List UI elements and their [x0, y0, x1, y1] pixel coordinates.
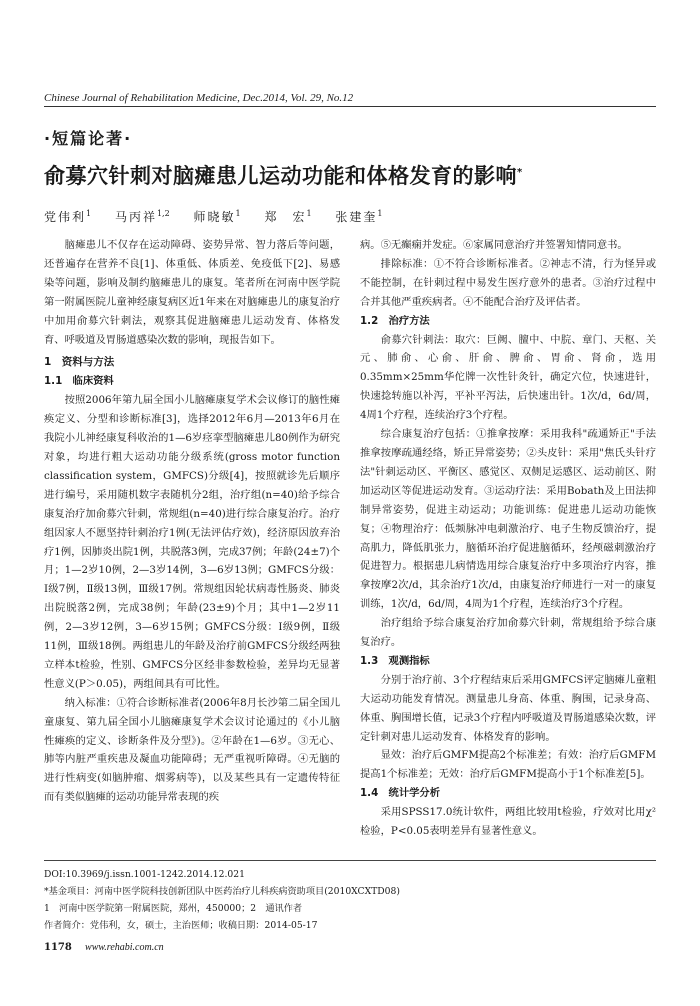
- group-treatment-paragraph: 治疗组给予综合康复治疗加俞募穴针刺，常规组给予综合康复治疗。: [360, 617, 656, 649]
- author-list: [44, 208, 656, 225]
- comprehensive-rehab-paragraph: 综合康复治疗包括：①推拿按摩：采用我科"疏通矫正"手法推拿按摩疏通经络，矫正异常姿势；②头皮针：采用"焦氏头针疗法"针刺运动区、平衡区、感觉区、双侧足运感区、运动前区、附加运动区等促进运动发育。③运动疗法：采用Bobath及上田法抑制异常姿势，促进主动运动；功能训练：促进患儿运动功能恢复；④物理治疗：低频脉冲电刺激治疗、电子生物反馈治疗，提高肌力，降低肌张力，脑循环治疗促进脑循环，经颅磁刺激治疗促进智力。根据患儿病情选用综合康复治疗中多项治疗内容，推拿按摩2次/d，其余治疗1次/d，由康复治疗师进行一对一的康复训练，1次/d，6d/周，4周为1个疗程，连续治疗3个疗程。: [360, 428, 656, 611]
- exclusion-criteria-paragraph: 排除标准：①不符合诊断标准者。②神志不清，行为怪异或不能控制，在针刺过程中易发生医疗意外的患者。③治疗过程中合并其他严重疾病者。④不能配合治疗及评估者。: [360, 257, 656, 308]
- page-number: 1178: [44, 942, 72, 953]
- inclusion-criteria-paragraph: 纳入标准：①符合诊断标准者(2006年8月长沙第二届全国儿童康复、第九届全国小儿脑瘫康复学术会议讨论通过的《小儿脑性瘫痪的定义、诊断条件及分型》)。②年龄在1—6岁。③无心、肺等内脏严重疾患及凝血功能障碍；无严重视听障碍。④无脑的进行性病变(如脑肿瘤、烟雾病等)，以及某些具有一定遗传特征而有类似脑瘫的运动功能异常表现的疾: [44, 696, 340, 804]
- heading-treatment: 1.2 治疗方法: [360, 314, 430, 327]
- observation-paragraph: 分别于治疗前、3个疗程结束后采用GMFCS评定脑瘫儿童粗大运动功能发育情况。测量患儿身高、体重、胸围，记录身高、体重、胸围增长值，记录3个疗程内呼吸道及胃肠道感染次数，评定针刺对患儿运动发育、体格发育的影响。: [360, 673, 656, 743]
- author-name: 党伟利: [44, 210, 87, 224]
- footnotes: [44, 866, 656, 934]
- title-footnote-mark: *: [517, 167, 523, 178]
- author-name: 马丙祥: [114, 210, 157, 224]
- affiliation-line: 1 河南中医学院第一附属医院，郑州，450000；2 通讯作者: [44, 903, 303, 914]
- author-info-line: 作者简介：党伟利，女，硕士，主治医师；收稿日期：2014-05-17: [44, 920, 318, 931]
- author-name: 郑 宏: [264, 210, 307, 224]
- author-affiliation: 1: [377, 209, 383, 218]
- author: [264, 210, 311, 224]
- right-column: [360, 236, 656, 850]
- author: [115, 210, 170, 224]
- header-rule: [44, 106, 656, 107]
- author-affiliation: 1: [306, 209, 312, 218]
- title-text: 俞募穴针刺对脑瘫患儿运动功能和体格发育的影响: [44, 164, 517, 188]
- clinical-data-paragraph: 按照2006年第九届全国小儿脑瘫康复学术会议修订的脑性瘫痪定义、分型和诊断标准[3]，选择2012年6月—2013年6月在我院小儿神经康复科收治的1—6岁痉挛型脑瘫患儿80例作为研究对象，均进行粗大运动功能分级系统(gross motor function classification system，GMFCS)分级[4]，按照就诊先后顺序进行编号，采用随机数字表随机分2组，治疗组(n=40)给予综合康复治疗加俞募穴针刺，常规组(n=40)进行综合康复治疗。治疗组因家人不愿坚持针刺治疗1例(无法评估疗效)，经济原因放弃治疗1例，因肺炎出院1例，共脱落3例，完成37例；年龄(24±7)个月；1—2岁10例，2—3岁14例，3—6岁13例；GMFCS分级：Ⅰ级7例，Ⅱ级13例，Ⅲ级17例。常规组因轮状病毒性肠炎、肺炎出院脱落2例，完成38例；年龄(23±9)个月；其中1—2岁11例，2—3岁12例，3—6岁15例；GMFCS分级：Ⅰ级9例，Ⅱ级11例，Ⅲ级18例。两组患儿的年龄及治疗前GMFCS分级经两独立样本t检验，性别、GMFCS分区经非参数检验，差异均无显著性意义(P＞0.05)，两组间具有可比性。: [44, 394, 340, 690]
- heading-observation: 1.3 观测指标: [360, 654, 430, 667]
- author: [44, 210, 91, 224]
- author-affiliation: 1: [86, 209, 92, 218]
- left-column: [44, 236, 340, 850]
- journal-website: www.rehabi.com.cn: [85, 942, 164, 953]
- author-affiliation: 1,2: [156, 209, 170, 218]
- inclusion-criteria-continued: 病。⑤无癫痫并发症。⑥家属同意治疗并签署知情同意书。: [360, 239, 628, 251]
- intro-paragraph: 脑瘫患儿不仅存在运动障碍、姿势异常、智力落后等问题，还普遍存在营养不良[1]、体重低、体质差、免疫低下[2]、易感染等问题，影响及制约脑瘫患儿的康复。笔者所在河南中医学院第一附属医院儿童神经康复病区近1年来在对脑瘫患儿的康复治疗中加用俞募穴针刺法，观察其促进脑瘫患儿运动发育、体格发育、呼吸道及胃肠道感染次数的影响，现报告如下。: [44, 239, 340, 346]
- author: [194, 210, 241, 224]
- heading-methods: 1 资料与方法: [44, 356, 115, 369]
- author: [335, 210, 382, 224]
- statistics-paragraph: 采用SPSS17.0统计软件，两组比较用t检验，疗效对比用χ²检验，P<0.05表明差异有显著性意义。: [360, 806, 656, 838]
- author-name: 师晓敏: [193, 210, 236, 224]
- author-affiliation: 1: [235, 209, 241, 218]
- fund-line: *基金项目：河南中医学院科技创新团队中医药治疗儿科疾病资助项目(2010XCXTD08): [44, 886, 400, 897]
- page-folio: [44, 942, 164, 953]
- acupuncture-paragraph: 俞募穴针刺法：取穴：巨阙、膻中、中脘、章门、天枢、关元、肺俞、心俞、肝俞、脾俞、胃俞、肾俞，选用0.35mm×25mm华佗牌一次性针灸针，确定穴位，快速进针，快速捻转施以补泻，平补平泻法，后快速出针。1次/d，6d/周，4周1个疗程，连续治疗3个疗程。: [360, 333, 656, 422]
- heading-clinical-data: 1.1 临床资料: [44, 375, 114, 388]
- heading-statistics: 1.4 统计学分析: [360, 787, 441, 800]
- doi-line: DOI:10.3969/j.issn.1001-1242.2014.12.021: [44, 869, 245, 880]
- author-name: 张建奎: [335, 210, 378, 224]
- efficacy-criteria-paragraph: 显效：治疗后GMFM提高2个标准差；有效：治疗后GMFM提高1个标准差；无效：治疗后GMFM提高小于1个标准差[5]。: [360, 749, 656, 781]
- section-tag: ·短篇论著·: [44, 129, 133, 148]
- article-title: [44, 160, 656, 190]
- footnote-rule: [44, 860, 656, 861]
- running-header: Chinese Journal of Rehabilitation Medicine, Dec.2014, Vol. 29, No.12: [44, 92, 354, 104]
